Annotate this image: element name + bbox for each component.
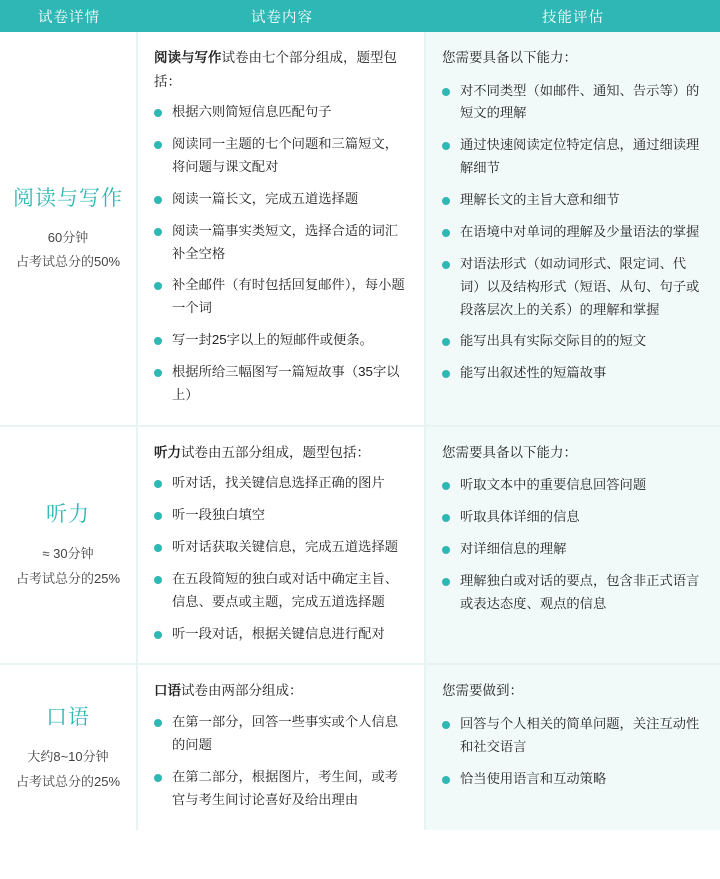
list-item: 理解长文的主旨大意和细节 <box>442 189 704 212</box>
table-row <box>0 427 720 666</box>
list-item: 阅读一篇事实类短文，选择合适的词汇补全空格 <box>154 220 408 266</box>
content-lead-bold: 口语 <box>154 683 181 699</box>
list-item: 听对话，找关键信息选择正确的图片 <box>154 472 408 495</box>
list-item: 根据所给三幅图写一篇短故事（35字以上） <box>154 361 408 407</box>
header-cell-details: 试卷详情 <box>38 9 100 26</box>
assessment-lead: 您需要做到： <box>442 683 523 699</box>
list-item: 回答与个人相关的简单问题，关注互动性和社交语言 <box>442 713 704 759</box>
list-item: 听取具体详细的信息 <box>442 506 704 529</box>
content-lead-rest: 试卷由两部分组成： <box>181 683 303 699</box>
content-lead <box>154 679 408 703</box>
list-item: 听取文本中的重要信息回答问题 <box>442 474 704 497</box>
skill-percent: 占考试总分的25% <box>15 571 121 587</box>
section-content-reading-writing <box>138 32 426 425</box>
list-item: 补全邮件（有时包括回复邮件），每小题一个词 <box>154 274 408 320</box>
list-item: 对不同类型（如邮件、通知、告示等）的短文的理解 <box>442 80 704 126</box>
header-cell-assessment: 技能评估 <box>542 9 604 26</box>
list-item: 听一段对话，根据关键信息进行配对 <box>154 623 408 646</box>
list-item: 理解独白或对话的要点，包含非正式语言或表达态度、观点的信息 <box>442 570 704 616</box>
section-assessment-reading-writing <box>426 32 720 425</box>
content-lead-rest: 试卷由五部分组成，题型包括： <box>181 444 370 460</box>
list-item: 写一封25字以上的短邮件或便条。 <box>154 329 408 352</box>
assessment-lead: 您需要具备以下能力： <box>442 50 577 65</box>
skill-name: 阅读与写作 <box>13 186 123 210</box>
list-item: 在第二部分，根据图片，考生间，或考官与考生间讨论喜好及给出理由 <box>154 766 408 812</box>
content-lead <box>154 441 408 465</box>
header-cell-content: 试卷内容 <box>251 9 313 26</box>
table-header <box>0 0 720 32</box>
content-lead <box>154 46 408 93</box>
section-content-listening <box>138 427 426 664</box>
section-details-listening <box>0 427 138 664</box>
list-item: 阅读一篇长文，完成五道选择题 <box>154 188 408 211</box>
assessment-point-list <box>442 713 704 791</box>
list-item: 能写出叙述性的短篇故事 <box>442 362 704 385</box>
list-item: 在五段简短的独白或对话中确定主旨、信息、要点或主题，完成五道选择题 <box>154 568 408 614</box>
skill-duration: 60分钟 <box>47 229 89 245</box>
skill-duration: 大约8~10分钟 <box>27 748 109 764</box>
section-assessment-speaking <box>426 665 720 829</box>
content-point-list <box>154 472 408 645</box>
section-content-speaking <box>138 665 426 829</box>
section-details-reading-writing <box>0 32 138 425</box>
list-item: 对语法形式（如动词形式、限定词、代词）以及结构形式（短语、从句、句子或段落层次上的关系）的理解和掌握 <box>442 253 704 322</box>
content-point-list <box>154 711 408 811</box>
assessment-point-list <box>442 474 704 615</box>
section-assessment-listening <box>426 427 720 664</box>
assessment-lead: 您需要具备以下能力： <box>442 444 577 460</box>
list-item: 在语境中对单词的理解及少量语法的掌握 <box>442 221 704 244</box>
skill-name: 听力 <box>46 503 90 527</box>
content-lead-bold: 阅读与写作 <box>154 50 222 65</box>
list-item: 在第一部分，回答一些事实或个人信息的问题 <box>154 711 408 757</box>
table-row <box>0 665 720 829</box>
table-row <box>0 32 720 427</box>
skill-percent: 占考试总分的50% <box>15 254 121 270</box>
skill-percent: 占考试总分的25% <box>15 773 121 789</box>
section-details-speaking <box>0 665 138 829</box>
list-item: 听一段独白填空 <box>154 504 408 527</box>
assessment-point-list <box>442 80 704 385</box>
content-lead-bold: 听力 <box>154 444 181 460</box>
list-item: 恰当使用语言和互动策略 <box>442 768 704 791</box>
skill-duration: ≈ 30分钟 <box>42 546 94 562</box>
content-lead-rest: 试卷由七个部分组成，题型包括： <box>154 50 397 89</box>
list-item: 对详细信息的理解 <box>442 538 704 561</box>
list-item: 通过快速阅读定位特定信息，通过细读理解细节 <box>442 134 704 180</box>
list-item: 能写出具有实际交际目的的短文 <box>442 330 704 353</box>
list-item: 听对话获取关键信息，完成五道选择题 <box>154 536 408 559</box>
skill-name: 口语 <box>46 705 90 729</box>
content-point-list <box>154 101 408 406</box>
list-item: 根据六则简短信息匹配句子 <box>154 101 408 124</box>
list-item: 阅读同一主题的七个问题和三篇短文，将问题与课文配对 <box>154 133 408 179</box>
